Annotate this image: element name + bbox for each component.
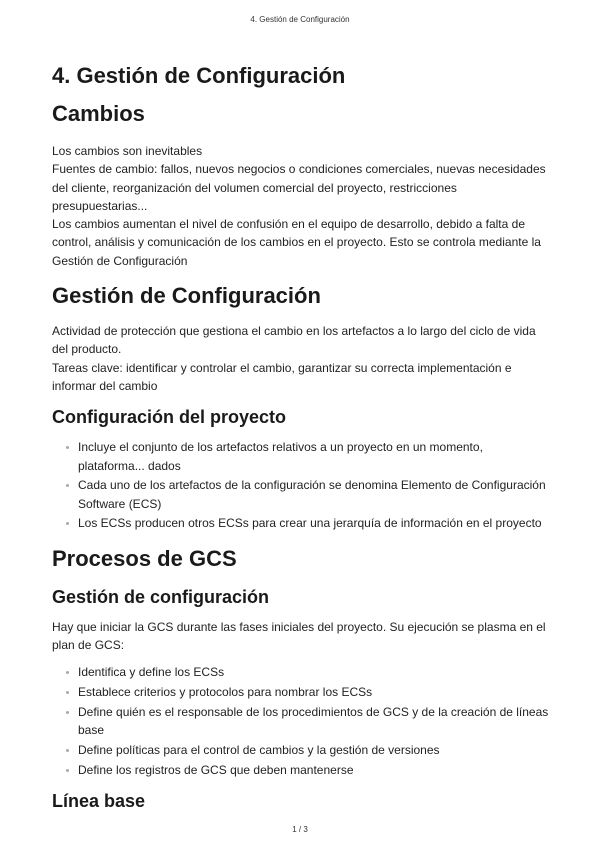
running-header: 4. Gestión de Configuración [250, 15, 350, 24]
list-item: Define políticas para el control de cambios y la gestión de versiones [78, 741, 552, 759]
paragraph-line: Los cambios son inevitables [52, 144, 203, 158]
list-item: Incluye el conjunto de los artefactos relativos a un proyecto en un momento, plataforma... dados [78, 438, 552, 475]
subsection-heading-linea-base: Línea base [52, 791, 146, 812]
list-item: Identifica y define los ECSs [78, 663, 552, 681]
bullet-list [52, 438, 552, 532]
document-title: 4. Gestión de Configuración [52, 63, 346, 88]
list-item: Los ECSs producen otros ECSs para crear una jerarquía de información en el proyecto [78, 514, 552, 532]
list-item: Define los registros de GCS que deben mantenerse [78, 761, 552, 779]
section-heading-procesos: Procesos de GCS [52, 545, 237, 571]
section-heading-cambios: Cambios [52, 101, 145, 126]
paragraph: Hay que iniciar la GCS durante las fases iniciales del proyecto. Su ejecución se plasma en el plan de GCS: [52, 619, 546, 653]
list-item: Establece criterios y protocolos para nombrar los ECSs [78, 683, 552, 701]
section-heading-gestion: Gestión de Configuración [52, 283, 321, 309]
paragraph-line: Los cambios aumentan el nivel de confusión en el equipo de desarrollo, debido a falta de control, análisis y comunicación de los cambios en el proyecto. Esto se controla mediante la Gestión de Configuración [52, 217, 541, 268]
paragraph-line: Fuentes de cambio: fallos, nuevos negocios o condiciones comerciales, nuevas necesidades del cliente, reorganización del volumen comercial del proyecto, restricciones presupuestarias... [52, 162, 546, 213]
subsection-heading-gestion-configuracion: Gestión de configuración [52, 586, 270, 607]
list-item: Cada uno de los artefactos de la configuración se denomina Elemento de Configuración Software (ECS) [78, 476, 552, 513]
paragraph-line: Actividad de protección que gestiona el cambio en los artefactos a lo largo del ciclo de vida del producto. [52, 324, 536, 357]
list-item: Define quién es el responsable de los procedimientos de GCS y de la creación de líneas base [78, 703, 552, 740]
page-number: 1 / 3 [292, 825, 308, 834]
document-body [52, 62, 552, 822]
subsection-heading-configuracion-proyecto: Configuración del proyecto [52, 407, 287, 428]
paragraph-line: Tareas clave: identificar y controlar el cambio, garantizar su correcta implementación e informar del cambio [52, 360, 512, 393]
bullet-list [52, 663, 552, 779]
